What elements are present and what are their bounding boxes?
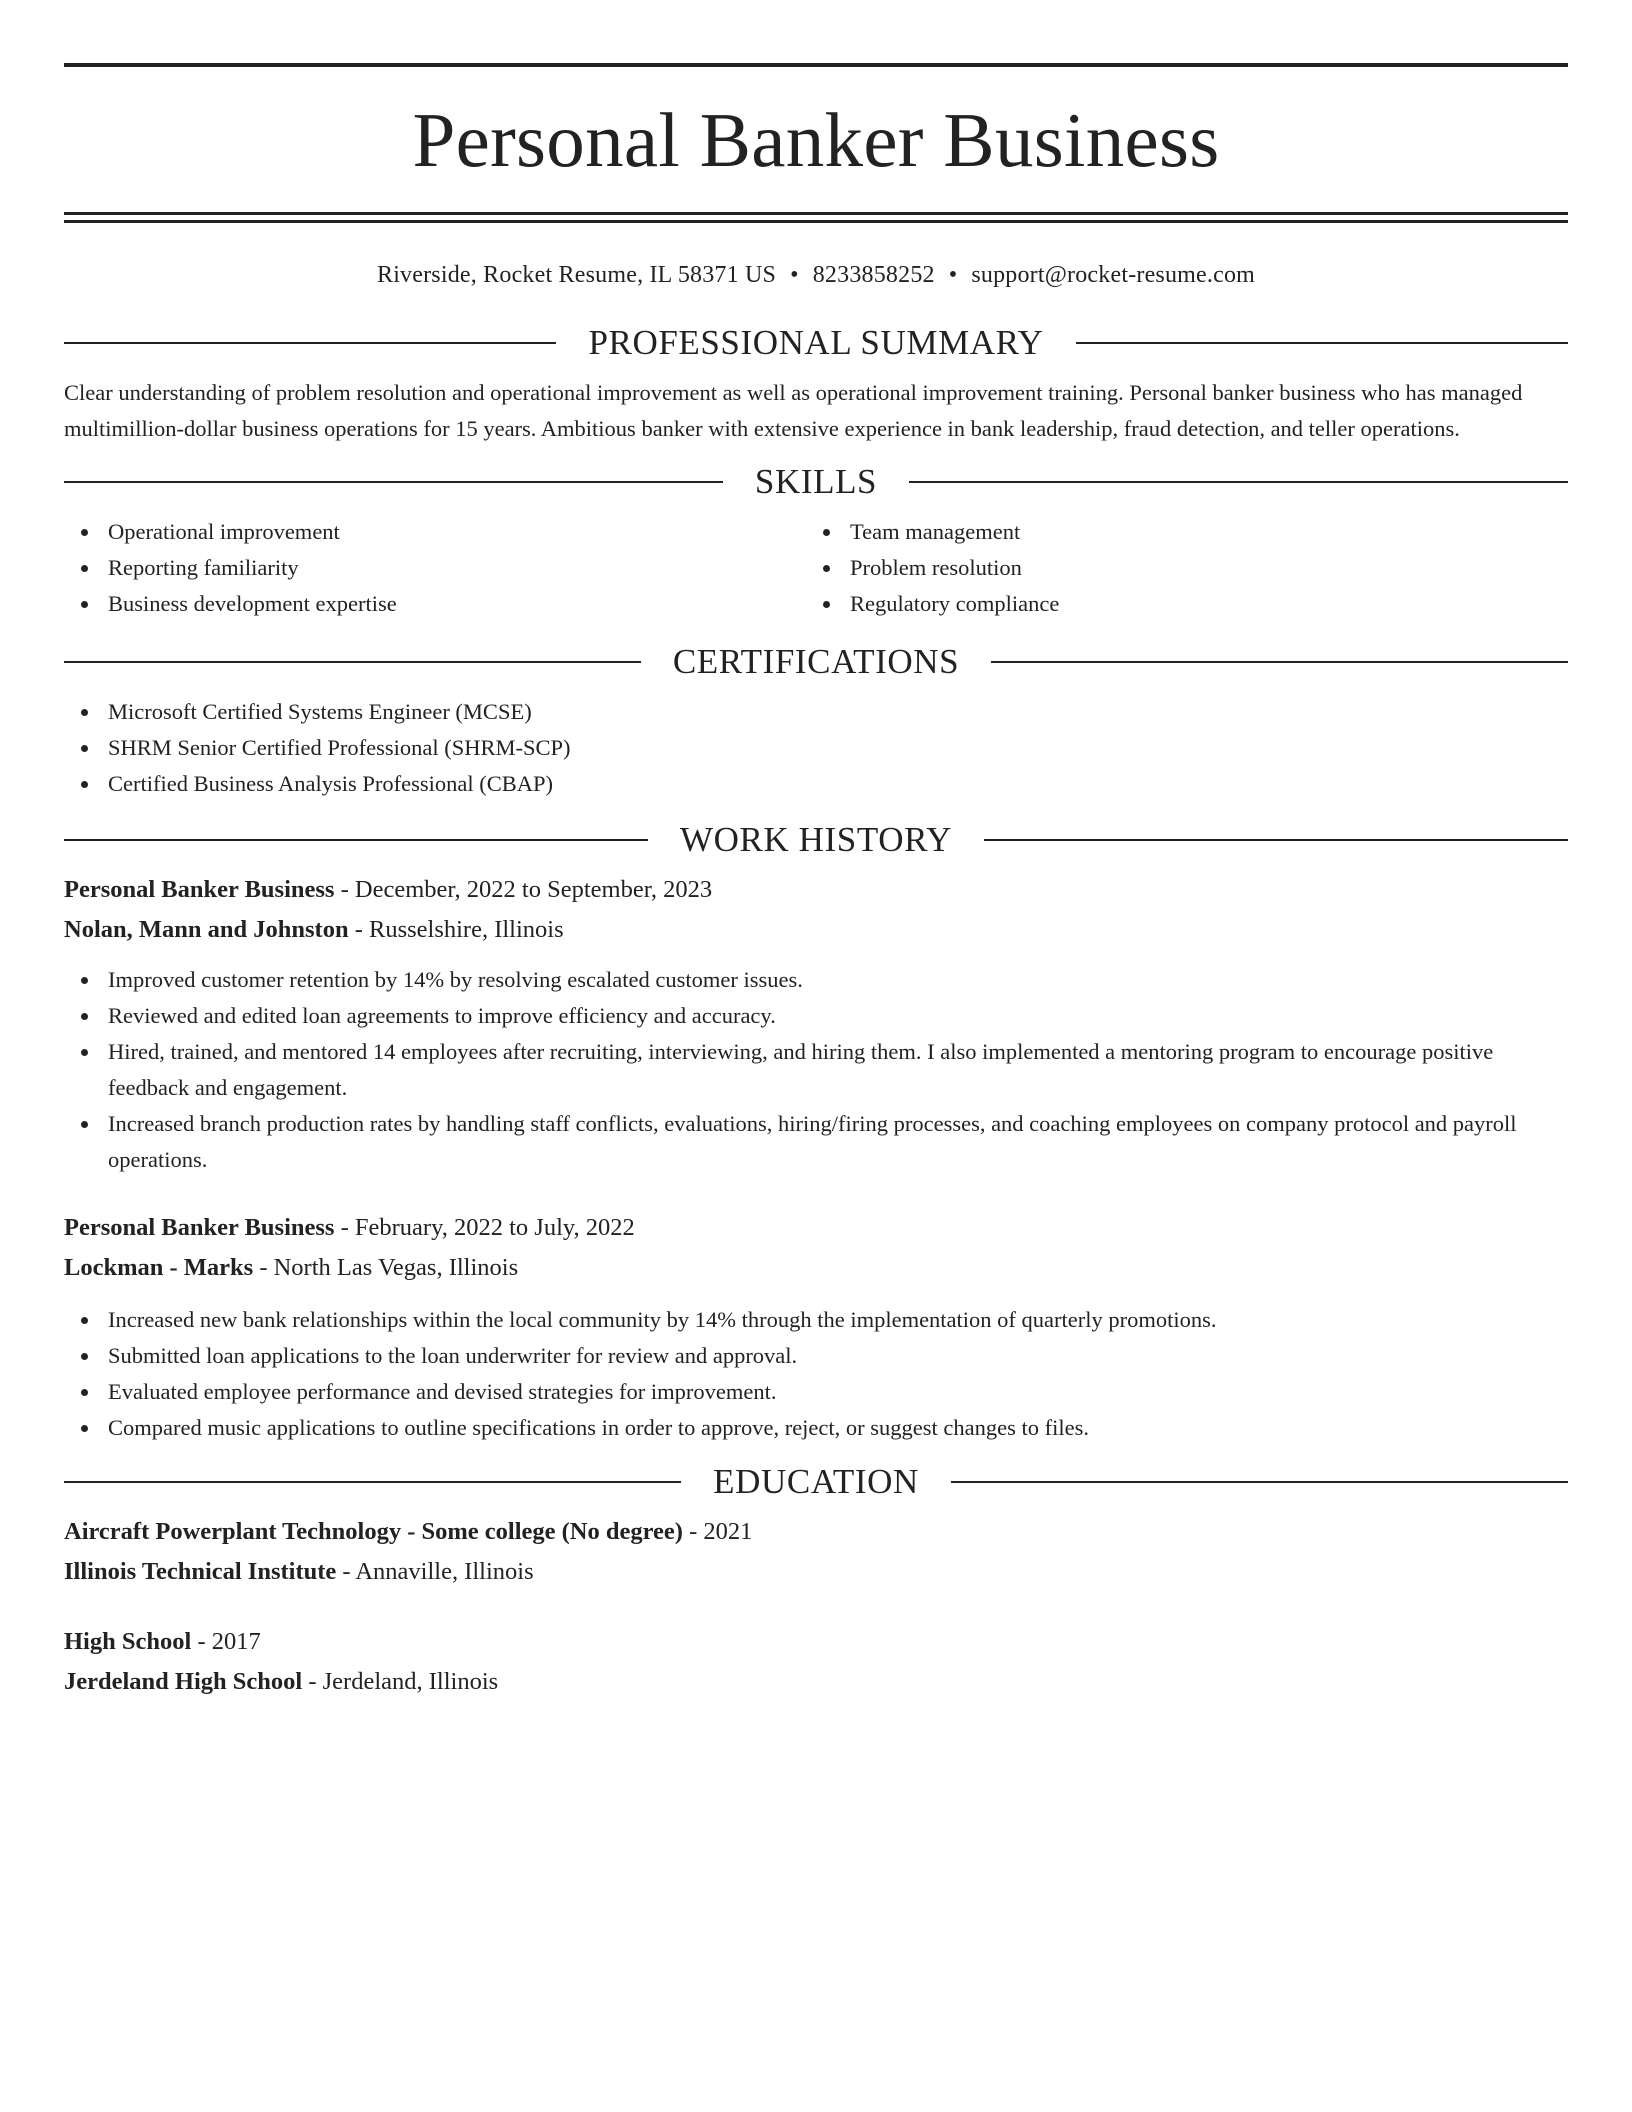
education-degree: High School [64,1628,192,1655]
heading-rule-left [64,661,641,663]
education-location: - Jerdeland, Illinois [302,1668,499,1695]
job-bullet: Increased new bank relationships within the local community by 14% through the implementation of quarterly promotions. [64,1302,1568,1338]
skill-item: Reporting familiarity [64,550,806,586]
heading-rule-left [64,481,723,483]
job-bullet: Increased branch production rates by handling staff conflicts, evaluations, hiring/firing processes, and coaching employees on company protocol and payroll operations. [64,1106,1568,1178]
heading-rule-right [951,1481,1568,1483]
skill-item: Team management [806,514,1568,550]
heading-rule-right [984,839,1568,841]
name-double-rule [64,212,1568,223]
section-title: EDUCATION [713,1462,919,1501]
job-title-line [64,1208,1568,1248]
certification-item: SHRM Senior Certified Professional (SHRM-SCP) [64,730,1568,766]
heading-rule-right [991,661,1568,663]
skill-item: Business development expertise [64,586,806,622]
summary-heading [64,323,1568,363]
job-location: - North Las Vegas, Illinois [253,1254,519,1281]
job-bullet: Compared music applications to outline specifications in order to approve, reject, or suggest changes to files. [64,1410,1568,1446]
job-bullet: Submitted loan applications to the loan underwriter for review and approval. [64,1338,1568,1374]
education-degree-line [64,1512,1568,1552]
skills-columns [64,514,1568,622]
candidate-name: Personal Banker Business [412,97,1220,183]
job-dates: - December, 2022 to September, 2023 [334,876,713,903]
education-school-line [64,1662,1568,1702]
heading-rule-left [64,839,648,841]
job-bullets [64,962,1568,1178]
education-school: Illinois Technical Institute [64,1558,337,1585]
skill-item: Problem resolution [806,550,1568,586]
contact-email: support@rocket-resume.com [971,262,1256,288]
job-bullet: Reviewed and edited loan agreements to improve efficiency and accuracy. [64,998,1568,1034]
job-location: - Russelshire, Illinois [348,916,564,943]
job-bullet: Improved customer retention by 14% by resolving escalated customer issues. [64,962,1568,998]
job-company: Lockman - Marks [64,1254,254,1281]
section-title: CERTIFICATIONS [672,642,960,681]
job-company: Nolan, Mann and Johnston [64,916,349,943]
contact-phone: 8233858252 [812,262,935,288]
education-school-line [64,1552,1568,1592]
contact-separator: • [790,262,799,288]
job-role: Personal Banker Business [64,876,335,903]
heading-rule-right [1076,342,1568,344]
work-history-heading [64,820,1568,860]
heading-rule-left [64,1481,681,1483]
resume-page [64,0,1568,1702]
job-bullets [64,1302,1568,1446]
job-entry [64,870,1568,1178]
skills-list-left [64,514,806,622]
job-company-line [64,910,1568,950]
skill-item: Regulatory compliance [806,586,1568,622]
certifications-list [64,694,1568,802]
summary-text: Clear understanding of problem resolution and operational improvement as well as operational improvement training. Personal banker business who has managed multimillion-dollar business operations for 15 years. Ambitious banker with extensive experience in bank leadership, fraud detection, and teller operations. [64,380,1523,441]
certification-item: Microsoft Certified Systems Engineer (MCSE) [64,694,1568,730]
top-rule [64,63,1568,67]
job-bullet: Hired, trained, and mentored 14 employees after recruiting, interviewing, and hiring them. I also implemented a mentoring program to encourage positive feedback and engagement. [64,1034,1568,1106]
job-role: Personal Banker Business [64,1214,335,1241]
certifications-heading [64,642,1568,682]
heading-rule-left [64,342,556,344]
job-bullet: Evaluated employee performance and devised strategies for improvement. [64,1374,1568,1410]
skills-heading [64,462,1568,502]
education-year: - 2017 [191,1628,261,1655]
education-degree-line [64,1622,1568,1662]
job-dates: - February, 2022 to July, 2022 [334,1214,635,1241]
skills-list-right [806,514,1568,622]
contact-address: Riverside, Rocket Resume, IL 58371 US [376,262,777,288]
section-title: WORK HISTORY [680,820,952,859]
contact-line [64,260,1568,290]
skill-item: Operational improvement [64,514,806,550]
job-title-line [64,870,1568,910]
job-entry [64,1208,1568,1446]
certification-item: Certified Business Analysis Professional (CBAP) [64,766,1568,802]
contact-separator: • [948,262,958,288]
heading-rule-right [909,481,1568,483]
education-entry [64,1512,1568,1592]
education-year: - 2021 [682,1518,753,1545]
education-heading [64,1462,1568,1502]
education-degree: Aircraft Powerplant Technology - Some college (No degree) [64,1518,683,1545]
section-title: SKILLS [754,462,878,501]
education-location: - Annaville, Illinois [336,1558,534,1585]
job-company-line [64,1248,1568,1288]
education-school: Jerdeland High School [64,1668,303,1695]
section-title: PROFESSIONAL SUMMARY [588,323,1044,362]
education-entry [64,1622,1568,1702]
